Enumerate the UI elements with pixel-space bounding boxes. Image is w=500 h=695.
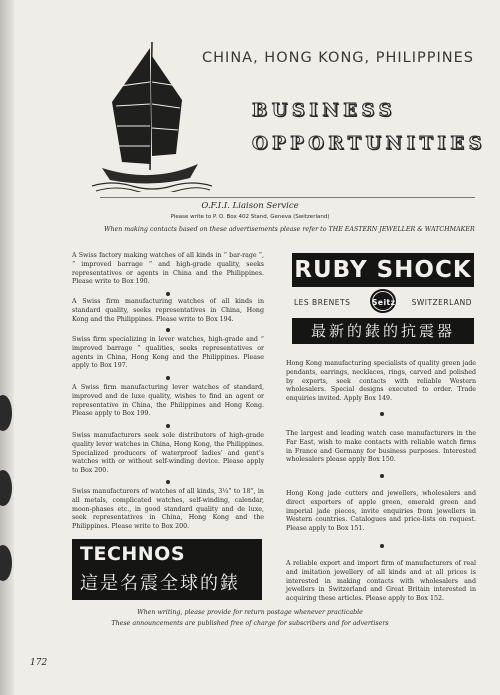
left-ad-4: A Swiss firm manufacturing lever watches of standard, improved and de luxe quality, wishes to find an agent or representative in China, the Philippines and Hong Kong. Please apply to Box 199. (72, 384, 264, 418)
left-ad-2: A Swiss firm manufacturing watches of all kinds in standard quality, seeks representatives in China, Hong Kong and the Philippines. Please write to Box 194. (72, 298, 264, 323)
write-instructions: Please write to P. O. Box 402 Stand, Geneva (Switzerland) (170, 214, 330, 220)
right-ad-3: Hong Kong jade cutters and jewellers, wholesalers and direct exporters of apple green, emerald green and imperial jade pieces, invite enquiries from jewellers in Western countries. Catalogues and price-lists on request. Please apply to Box 151. (286, 490, 476, 533)
footer-line-1: When writing, please provide for return postage whenever practicable (137, 609, 363, 616)
section-title-line2: OPPORTUNITIES (252, 133, 487, 154)
separator-dot (166, 292, 170, 296)
left-ad-5: Swiss manufacturers seek sole distributors of high-grade quality lever watches in China, Hong Kong, the Philippines. Specialized producers of waterproof ladies’ and gent’s watches with or without self-winding device. Please apply to Box 200. (72, 432, 264, 475)
section-title-line1: BUSINESS (252, 100, 397, 121)
contact-note: When making contacts based on these advertisements please refer to THE EASTERN JEWELLER & WATCHMAKER (104, 226, 475, 233)
right-ad-2: The largest and leading watch case manufacturers in the Far East, wish to make contacts with reliable watch firms in France and Germany for business purposes. Interested wholesalers please apply Box 150. (286, 430, 476, 464)
brenets-label: LES BRENETS (294, 298, 351, 307)
service-name: O.F.I.I. Liaison Service (201, 201, 299, 211)
separator-dot (166, 480, 170, 484)
separator-dot (166, 424, 170, 428)
ruby-shock-advert (292, 253, 474, 287)
ruby-shock-chinese: 最新的錶的抗震器 (292, 318, 474, 344)
divider (100, 197, 475, 198)
separator-dot (380, 412, 384, 416)
right-ad-1: Hong Kong manufacturing specialists of quality green jade pendants, earrings, necklaces, rings, carved and polished by experts, seek contacts with reliable Western wholesalers. Special designs executed to order. Trade enquiries invited. Apply Box 149. (286, 360, 476, 403)
separator-dot (380, 544, 384, 548)
separator-dot (380, 474, 384, 478)
technos-chinese-slogan: 這是名震全球的錶 (80, 573, 240, 594)
seitz-logo: Seitz (370, 289, 396, 313)
left-ad-1: A Swiss factory making watches of all kinds in “ bar-rage ”, “ improved barrage ” and high-grade quality, seeks representatives or agents in China and the Philippines. Please write to Box 190. (72, 252, 264, 286)
right-ad-4: A reliable export and import firm of manufacturers of real and imitation jewellery of all kinds and at all prices is interested in making contacts with wholesalers and jewellers in Switzerland and Great Britain interested in acquiring these articles. Please apply to Box 152. (286, 560, 476, 603)
footer-line-2: These announcements are published free of charge for subscribers and for advertisers (111, 620, 389, 627)
switzerland-label: SWITZERLAND (411, 298, 472, 307)
region-heading: CHINA, HONG KONG, PHILIPPINES (202, 50, 474, 66)
left-ad-3: Swiss firm specializing in lever watches, high-grade and “ improved barrage ” qualities, seeks representatives or agents in China, Hong Kong and the Philippines. Please apply to Box 197. (72, 336, 264, 370)
page-number: 172 (30, 658, 48, 668)
left-ad-6: Swiss manufacturers of watches of all kinds, 3¼” to 18”, in all metals, complicated watches, self-winding, calendar, moon-phases etc., in good standard quality and de luxe, seek representatives in China, Hong Kong and the Philippines. Please write to Box 200. (72, 488, 264, 531)
technos-brand: TECHNOS (80, 543, 186, 565)
technos-advert (72, 539, 262, 600)
binding-edge (0, 0, 14, 695)
chinese-junk-illustration (92, 42, 212, 192)
separator-dot (166, 376, 170, 380)
ruby-shock-brand: RUBY SHOCK (294, 257, 472, 283)
brenets-row (292, 288, 474, 314)
separator-dot (166, 328, 170, 332)
